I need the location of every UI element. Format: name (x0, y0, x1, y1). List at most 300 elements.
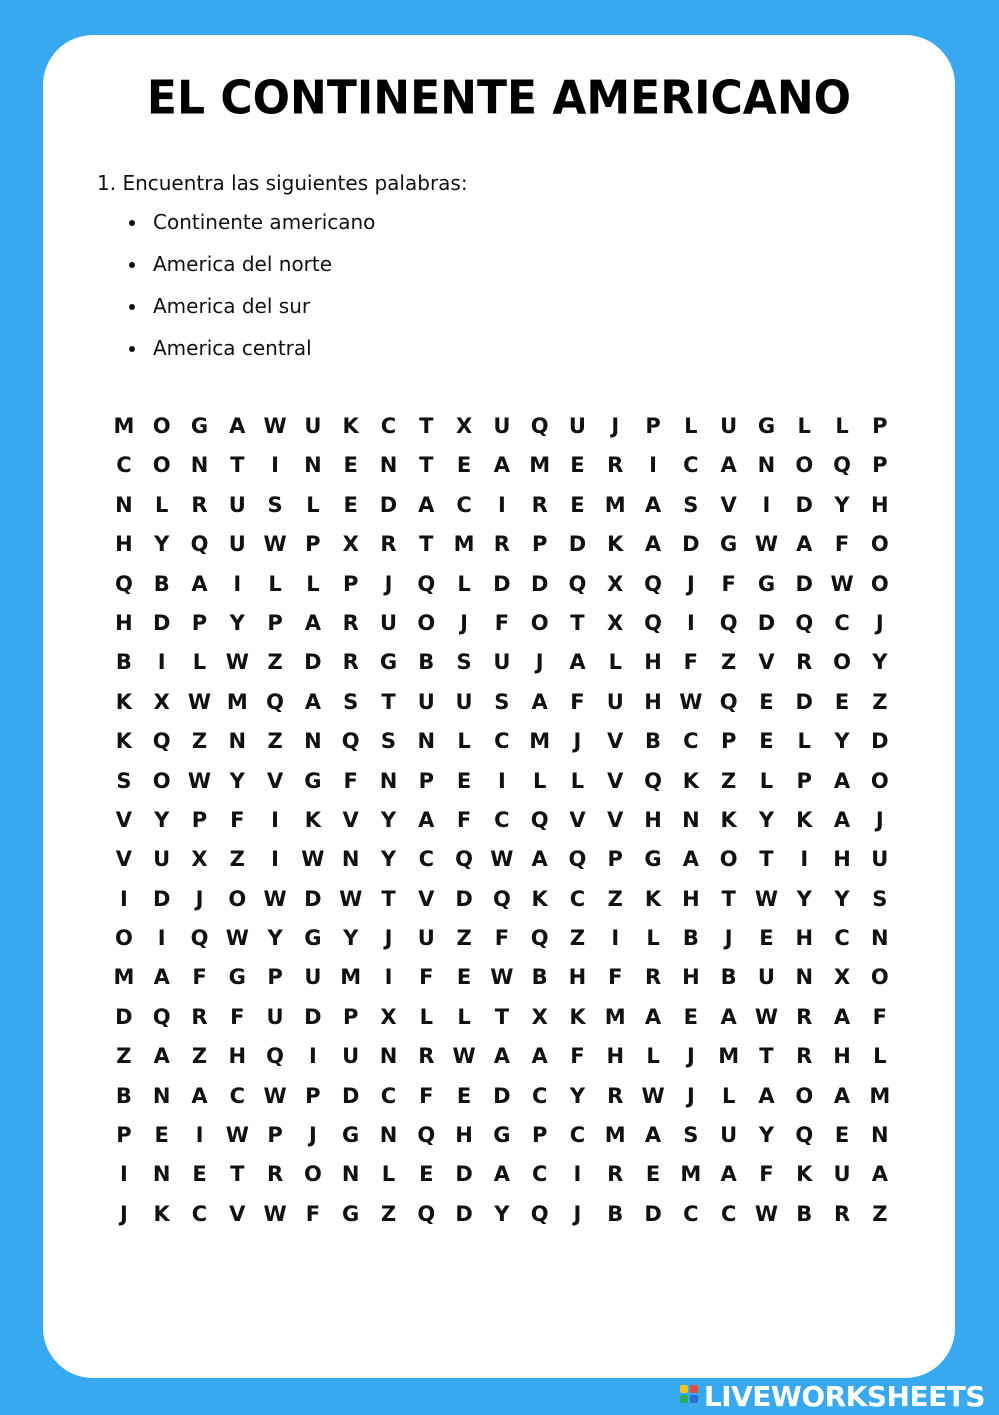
grid-letter[interactable]: I (119, 1162, 128, 1187)
grid-letter[interactable]: R (607, 1162, 624, 1187)
grid-letter[interactable]: N (304, 453, 322, 478)
grid-letter[interactable]: J (875, 807, 884, 832)
grid-letter[interactable]: J (686, 571, 695, 596)
grid-letter[interactable]: Z (380, 1201, 397, 1226)
grid-letter[interactable]: F (419, 1083, 434, 1108)
grid-letter[interactable]: L (646, 1044, 660, 1069)
grid-letter[interactable]: P (191, 807, 208, 832)
grid-letter[interactable]: R (796, 1004, 813, 1029)
grid-letter[interactable]: O (152, 768, 171, 793)
grid-letter[interactable]: P (342, 1004, 359, 1029)
grid-letter[interactable]: A (531, 689, 548, 714)
grid-letter[interactable]: U (493, 650, 511, 675)
grid-letter[interactable]: A (644, 492, 662, 517)
grid-letter[interactable]: X (342, 532, 359, 557)
grid-letter[interactable]: P (796, 768, 812, 793)
grid-letter[interactable]: C (229, 1083, 245, 1108)
grid-letter[interactable]: V (418, 886, 435, 911)
grid-letter[interactable]: B (796, 1201, 813, 1226)
grid-letter[interactable]: F (494, 926, 510, 951)
grid-letter[interactable]: Q (644, 768, 662, 793)
grid-letter[interactable]: D (304, 886, 322, 911)
grid-letter[interactable]: A (833, 768, 851, 793)
grid-letter[interactable]: J (686, 1083, 695, 1108)
grid-letter[interactable]: W (641, 1083, 665, 1108)
grid-letter[interactable]: Y (154, 532, 170, 557)
grid-letter[interactable]: Y (267, 926, 283, 951)
grid-letter[interactable]: Y (494, 1201, 510, 1226)
grid-letter[interactable]: L (306, 571, 320, 596)
grid-letter[interactable]: O (870, 768, 889, 793)
grid-letter[interactable]: Y (834, 886, 850, 911)
grid-letter[interactable]: B (682, 926, 699, 951)
grid-letter[interactable]: D (530, 571, 549, 596)
grid-letter[interactable]: D (493, 1083, 511, 1108)
grid-letter[interactable]: N (795, 965, 814, 990)
grid-letter[interactable]: T (419, 453, 434, 478)
grid-letter[interactable]: J (119, 1201, 128, 1226)
grid-letter[interactable]: P (267, 1123, 283, 1148)
grid-letter[interactable]: B (607, 1201, 624, 1226)
grid-letter[interactable]: C (456, 492, 472, 517)
grid-letter[interactable]: Z (116, 1044, 132, 1069)
grid-letter[interactable]: B (418, 650, 435, 675)
grid-letter[interactable]: A (153, 965, 170, 990)
grid-letter[interactable]: R (833, 1201, 851, 1226)
grid-letter[interactable]: L (873, 1044, 887, 1069)
grid-letter[interactable]: R (607, 453, 624, 478)
grid-letter[interactable]: V (758, 650, 775, 675)
grid-letter[interactable]: S (380, 729, 397, 754)
grid-letter[interactable]: T (419, 532, 434, 557)
grid-letter[interactable]: N (152, 1083, 171, 1108)
grid-letter[interactable]: U (720, 1123, 738, 1148)
grid-letter[interactable]: L (646, 926, 660, 951)
grid-letter[interactable]: O (870, 571, 889, 596)
grid-letter[interactable]: U (266, 1004, 284, 1029)
grid-letter[interactable]: F (759, 1162, 774, 1187)
grid-letter[interactable]: W (754, 886, 779, 911)
grid-letter[interactable]: H (606, 1044, 625, 1069)
grid-letter[interactable]: P (267, 610, 283, 635)
grid-letter[interactable]: I (686, 610, 695, 635)
grid-letter[interactable]: D (682, 532, 700, 557)
grid-letter[interactable]: T (381, 689, 396, 714)
grid-letter[interactable]: M (869, 1083, 891, 1108)
grid-letter[interactable]: N (304, 729, 322, 754)
grid-letter[interactable]: E (456, 1083, 472, 1108)
grid-letter[interactable]: K (569, 1004, 586, 1029)
grid-letter[interactable]: P (305, 1083, 321, 1108)
grid-letter[interactable]: I (497, 492, 506, 517)
grid-letter[interactable]: H (795, 926, 814, 951)
grid-letter[interactable]: P (342, 571, 359, 596)
grid-letter[interactable]: Z (607, 886, 623, 911)
grid-letter[interactable]: Y (796, 886, 812, 911)
grid-letter[interactable]: L (419, 1004, 433, 1029)
grid-letter[interactable]: Y (154, 807, 170, 832)
grid-letter[interactable]: L (268, 571, 282, 596)
grid-letter[interactable]: N (379, 1123, 398, 1148)
grid-letter[interactable]: A (644, 532, 662, 557)
grid-letter[interactable]: Q (644, 571, 662, 596)
grid-letter[interactable]: N (871, 926, 889, 951)
grid-letter[interactable]: A (720, 453, 737, 478)
grid-letter[interactable]: P (531, 532, 548, 557)
grid-letter[interactable]: I (800, 847, 809, 872)
grid-letter[interactable]: A (153, 1044, 170, 1069)
grid-letter[interactable]: I (384, 965, 393, 990)
grid-letter[interactable]: R (267, 1162, 284, 1187)
grid-letter[interactable]: F (343, 768, 358, 793)
grid-letter[interactable]: V (115, 807, 133, 832)
grid-letter[interactable]: O (795, 1083, 814, 1108)
grid-letter[interactable]: R (191, 492, 208, 517)
grid-letter[interactable]: F (230, 1004, 245, 1029)
grid-letter[interactable]: P (191, 610, 208, 635)
grid-letter[interactable]: Q (530, 1201, 549, 1226)
grid-letter[interactable]: W (263, 414, 287, 438)
grid-letter[interactable]: J (573, 729, 582, 754)
grid-letter[interactable]: H (115, 610, 133, 635)
grid-letter[interactable]: E (834, 689, 850, 714)
grid-letter[interactable]: N (682, 807, 700, 832)
grid-letter[interactable]: I (157, 926, 166, 951)
grid-letter[interactable]: C (494, 807, 510, 832)
grid-letter[interactable]: R (380, 532, 397, 557)
grid-letter[interactable]: N (190, 453, 209, 478)
grid-letter[interactable]: Y (343, 926, 359, 951)
grid-letter[interactable]: Q (795, 1123, 814, 1148)
grid-letter[interactable]: P (607, 847, 623, 872)
grid-letter[interactable]: B (115, 650, 132, 675)
grid-letter[interactable]: D (644, 1201, 662, 1226)
grid-letter[interactable]: R (191, 1004, 208, 1029)
grid-letter[interactable]: C (531, 1162, 548, 1187)
grid-letter[interactable]: E (343, 492, 358, 517)
grid-letter[interactable]: D (304, 650, 322, 675)
grid-letter[interactable]: A (644, 1123, 662, 1148)
grid-letter[interactable]: Y (229, 610, 245, 635)
grid-letter[interactable]: D (493, 571, 511, 596)
grid-letter[interactable]: E (834, 1123, 850, 1148)
grid-letter[interactable]: A (418, 807, 435, 832)
grid-letter[interactable]: F (230, 807, 245, 832)
grid-letter[interactable]: C (683, 453, 699, 478)
grid-letter[interactable]: T (759, 847, 774, 872)
grid-letter[interactable]: A (644, 1004, 662, 1029)
grid-letter[interactable]: U (417, 689, 435, 714)
grid-letter[interactable]: J (724, 926, 733, 951)
grid-letter[interactable]: I (497, 768, 506, 793)
grid-letter[interactable]: A (720, 1004, 737, 1029)
grid-letter[interactable]: X (455, 414, 473, 438)
grid-letter[interactable]: Q (152, 729, 171, 754)
grid-letter[interactable]: J (195, 886, 204, 911)
grid-letter[interactable]: Y (380, 847, 397, 872)
grid-letter[interactable]: D (115, 1004, 133, 1029)
grid-letter[interactable]: N (379, 453, 398, 478)
grid-letter[interactable]: T (759, 1044, 774, 1069)
grid-letter[interactable]: E (570, 453, 585, 478)
grid-letter[interactable]: X (607, 610, 624, 635)
grid-letter[interactable]: O (152, 414, 171, 438)
grid-letter[interactable]: U (228, 492, 246, 517)
grid-letter[interactable]: M (453, 532, 475, 557)
grid-letter[interactable]: E (154, 1123, 169, 1148)
grid-letter[interactable]: I (271, 453, 279, 478)
grid-letter[interactable]: T (721, 886, 736, 911)
grid-letter[interactable]: B (720, 965, 737, 990)
grid-letter[interactable]: H (228, 1044, 247, 1069)
grid-letter[interactable]: E (759, 689, 774, 714)
grid-letter[interactable]: Z (267, 650, 283, 675)
grid-letter[interactable]: L (457, 729, 471, 754)
grid-letter[interactable]: R (531, 492, 548, 517)
grid-letter[interactable]: A (493, 1162, 510, 1187)
grid-letter[interactable]: M (604, 1004, 626, 1029)
grid-letter[interactable]: P (872, 453, 888, 478)
grid-letter[interactable]: W (263, 532, 287, 557)
grid-letter[interactable]: K (682, 768, 699, 793)
grid-letter[interactable]: X (153, 689, 170, 714)
grid-letter[interactable]: F (570, 1044, 585, 1069)
grid-letter[interactable]: Z (872, 689, 888, 714)
grid-letter[interactable]: D (304, 1004, 322, 1029)
grid-letter[interactable]: Y (834, 492, 850, 517)
grid-letter[interactable]: E (419, 1162, 434, 1187)
grid-letter[interactable]: C (116, 453, 132, 478)
grid-letter[interactable]: W (754, 1004, 779, 1029)
grid-letter[interactable]: G (342, 1123, 360, 1148)
grid-letter[interactable]: U (720, 414, 738, 438)
grid-letter[interactable]: Q (568, 571, 587, 596)
grid-letter[interactable]: P (531, 1123, 548, 1148)
grid-letter[interactable]: G (379, 650, 398, 675)
grid-letter[interactable]: J (384, 926, 393, 951)
grid-letter[interactable]: H (833, 847, 851, 872)
grid-letter[interactable]: D (455, 1162, 473, 1187)
grid-letter[interactable]: F (683, 650, 699, 675)
grid-letter[interactable]: I (649, 453, 657, 478)
grid-letter[interactable]: V (607, 807, 624, 832)
grid-letter[interactable]: Z (569, 926, 586, 951)
grid-letter[interactable]: X (191, 847, 208, 872)
grid-letter[interactable]: B (115, 1083, 132, 1108)
grid-letter[interactable]: A (229, 414, 246, 438)
grid-letter[interactable]: Q (492, 886, 511, 911)
grid-letter[interactable]: T (419, 414, 434, 438)
grid-letter[interactable]: H (644, 807, 662, 832)
grid-letter[interactable]: O (719, 847, 738, 872)
grid-letter[interactable]: K (531, 886, 548, 911)
grid-letter[interactable]: H (568, 965, 587, 990)
grid-letter[interactable]: S (343, 689, 359, 714)
grid-letter[interactable]: A (758, 1083, 775, 1108)
grid-letter[interactable]: P (267, 965, 283, 990)
grid-letter[interactable]: Q (719, 610, 738, 635)
grid-letter[interactable]: V (229, 1201, 246, 1226)
grid-letter[interactable]: F (419, 965, 434, 990)
grid-letter[interactable]: H (115, 532, 133, 557)
grid-letter[interactable]: D (152, 886, 171, 911)
grid-letter[interactable]: K (115, 729, 133, 754)
grid-letter[interactable]: A (720, 1162, 737, 1187)
grid-letter[interactable]: K (115, 689, 133, 714)
grid-letter[interactable]: T (570, 610, 585, 635)
grid-letter[interactable]: X (380, 1004, 397, 1029)
grid-letter[interactable]: W (225, 1123, 249, 1148)
grid-letter[interactable]: H (682, 886, 700, 911)
grid-letter[interactable]: R (493, 532, 510, 557)
grid-letter[interactable]: Q (644, 610, 662, 635)
grid-letter[interactable]: S (456, 650, 472, 675)
grid-letter[interactable]: N (757, 453, 776, 478)
grid-letter[interactable]: U (871, 847, 889, 872)
grid-letter[interactable]: A (531, 847, 548, 872)
grid-letter[interactable]: J (875, 610, 884, 635)
grid-letter[interactable]: Q (719, 689, 738, 714)
grid-letter[interactable]: E (456, 965, 472, 990)
grid-letter[interactable]: K (304, 807, 322, 832)
grid-letter[interactable]: N (152, 1162, 171, 1187)
grid-letter[interactable]: E (683, 1004, 699, 1029)
grid-letter[interactable]: D (379, 492, 398, 517)
grid-letter[interactable]: N (379, 768, 398, 793)
grid-letter[interactable]: I (308, 1044, 317, 1069)
grid-letter[interactable]: D (795, 492, 813, 517)
grid-letter[interactable]: N (379, 1044, 398, 1069)
grid-letter[interactable]: V (569, 807, 586, 832)
grid-letter[interactable]: H (644, 650, 662, 675)
grid-letter[interactable]: N (871, 1123, 889, 1148)
grid-letter[interactable]: O (870, 965, 889, 990)
grid-letter[interactable]: L (835, 414, 849, 438)
grid-letter[interactable]: R (342, 650, 359, 675)
grid-letter[interactable]: L (457, 1004, 471, 1029)
grid-letter[interactable]: Y (758, 807, 775, 832)
grid-letter[interactable]: M (113, 414, 135, 438)
grid-letter[interactable]: E (759, 729, 774, 754)
grid-letter[interactable]: I (233, 571, 242, 596)
grid-letter[interactable]: C (683, 729, 699, 754)
grid-letter[interactable]: M (529, 729, 551, 754)
grid-letter[interactable]: P (720, 729, 737, 754)
grid-letter[interactable]: U (833, 1162, 851, 1187)
grid-letter[interactable]: H (644, 689, 662, 714)
grid-letter[interactable]: Y (229, 768, 245, 793)
grid-letter[interactable]: J (308, 1123, 317, 1148)
grid-letter[interactable]: P (645, 414, 661, 438)
grid-letter[interactable]: O (417, 610, 436, 635)
grid-letter[interactable]: A (191, 571, 208, 596)
grid-letter[interactable]: M (340, 965, 362, 990)
grid-letter[interactable]: I (573, 1162, 582, 1187)
grid-letter[interactable]: H (455, 1123, 473, 1148)
grid-letter[interactable]: S (116, 768, 132, 793)
grid-letter[interactable]: U (304, 965, 322, 990)
grid-letter[interactable]: J (384, 571, 393, 596)
grid-letter[interactable]: T (230, 453, 245, 478)
grid-letter[interactable]: G (342, 1201, 360, 1226)
grid-letter[interactable]: Y (380, 807, 397, 832)
grid-letter[interactable]: V (115, 847, 133, 872)
grid-letter[interactable]: J (460, 610, 468, 635)
grid-letter[interactable]: N (341, 1162, 360, 1187)
grid-letter[interactable]: C (380, 414, 397, 438)
grid-letter[interactable]: E (343, 453, 358, 478)
grid-letter[interactable]: I (762, 492, 771, 517)
grid-letter[interactable]: D (341, 1083, 360, 1108)
grid-letter[interactable]: A (833, 807, 851, 832)
grid-letter[interactable]: F (494, 610, 510, 635)
grid-letter[interactable]: Q (795, 610, 814, 635)
grid-letter[interactable]: E (645, 1162, 661, 1187)
grid-letter[interactable]: Y (758, 1123, 775, 1148)
grid-letter[interactable]: W (263, 886, 287, 911)
grid-letter[interactable]: C (531, 1083, 548, 1108)
grid-letter[interactable]: W (225, 650, 249, 675)
grid-letter[interactable]: E (456, 768, 472, 793)
grid-letter[interactable]: M (680, 1162, 702, 1187)
grid-letter[interactable]: A (833, 1083, 851, 1108)
grid-letter[interactable]: Q (530, 414, 549, 438)
grid-letter[interactable]: U (304, 414, 322, 438)
grid-letter[interactable]: O (152, 453, 171, 478)
grid-letter[interactable]: W (490, 847, 514, 872)
grid-letter[interactable]: U (568, 414, 586, 438)
grid-letter[interactable]: Z (267, 729, 283, 754)
grid-letter[interactable]: H (682, 965, 700, 990)
grid-letter[interactable]: Y (834, 729, 850, 754)
grid-letter[interactable]: C (834, 926, 850, 951)
grid-letter[interactable]: M (113, 965, 135, 990)
grid-letter[interactable]: M (529, 453, 551, 478)
grid-letter[interactable]: L (306, 492, 320, 517)
grid-letter[interactable]: V (266, 768, 284, 793)
grid-letter[interactable]: K (796, 807, 813, 832)
grid-letter[interactable]: D (795, 689, 813, 714)
grid-letter[interactable]: S (683, 1123, 699, 1148)
grid-letter[interactable]: R (644, 965, 662, 990)
grid-letter[interactable]: U (493, 414, 511, 438)
grid-letter[interactable]: W (187, 768, 212, 793)
grid-letter[interactable]: G (757, 571, 776, 596)
grid-letter[interactable]: R (796, 1044, 813, 1069)
grid-letter[interactable]: O (795, 453, 814, 478)
grid-letter[interactable]: A (304, 610, 322, 635)
grid-letter[interactable]: M (604, 1123, 626, 1148)
grid-letter[interactable]: I (157, 650, 166, 675)
grid-letter[interactable]: Q (530, 926, 549, 951)
grid-letter[interactable]: A (531, 1044, 548, 1069)
grid-letter[interactable]: T (494, 1004, 510, 1029)
grid-letter[interactable]: R (418, 1044, 435, 1069)
grid-letter[interactable]: N (417, 729, 436, 754)
grid-letter[interactable]: C (191, 1201, 208, 1226)
grid-letter[interactable]: G (493, 1123, 511, 1148)
grid-letter[interactable]: L (759, 768, 774, 793)
grid-letter[interactable]: D (455, 1201, 473, 1226)
grid-letter[interactable]: E (570, 492, 585, 517)
grid-letter[interactable]: B (645, 729, 662, 754)
grid-letter[interactable]: O (833, 650, 851, 675)
grid-letter[interactable]: U (379, 610, 397, 635)
grid-letter[interactable]: A (682, 847, 699, 872)
grid-letter[interactable]: Q (190, 926, 209, 951)
grid-letter[interactable]: Z (721, 650, 737, 675)
grid-letter[interactable]: G (190, 414, 209, 438)
